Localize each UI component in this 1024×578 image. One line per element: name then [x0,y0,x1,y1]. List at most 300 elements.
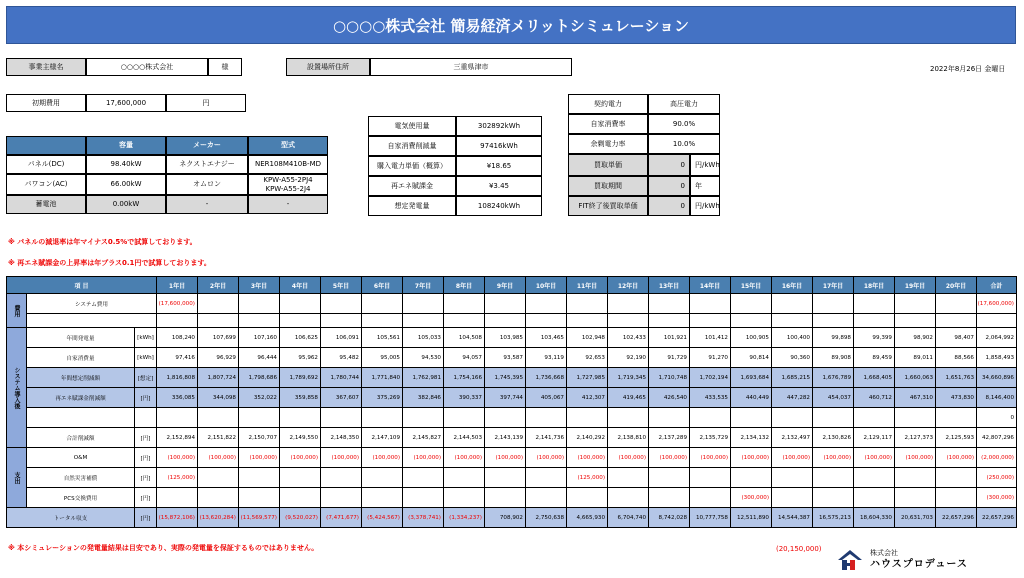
cell: 10,777,758 [690,508,731,528]
cell: 2,141,736 [526,428,567,448]
cell [526,488,567,508]
cell: 367,607 [321,388,362,408]
cell [895,294,936,314]
cell [444,468,485,488]
cell: 1,736,668 [526,368,567,388]
cell: 108,240 [157,328,198,348]
total-cell: 1,858,493 [977,348,1017,368]
cell: 96,444 [239,348,280,368]
contract-label: 買取期間 [568,176,648,196]
owner-label: 事業主様名 [6,58,86,76]
house-logo-icon [836,548,864,572]
cell: (100,000) [854,448,895,468]
cell: 99,898 [813,328,854,348]
contract-value: 10.0% [648,134,720,154]
cell: 22,657,296 [936,508,977,528]
row-label: 年間想定削減額 [27,368,135,388]
row-label: O&M [27,448,135,468]
cell [280,314,321,328]
cell [157,488,198,508]
table-header-row [7,277,1017,294]
cell [198,294,239,314]
cell: 106,625 [280,328,321,348]
equip-row-model: - [248,195,328,214]
cell: 92,653 [567,348,608,368]
cell: 94,057 [444,348,485,368]
cell [526,408,567,428]
year-header: 16年目 [772,277,813,294]
year-header: 3年目 [239,277,280,294]
cell [485,408,526,428]
table-row [7,294,1017,314]
year-header: 11年目 [567,277,608,294]
row-label [27,314,157,328]
usage-value: 108240kWh [456,196,542,216]
usage-label: 再エネ賦課金 [368,176,456,196]
date: 2022年8月26日 金曜日 [930,65,1006,73]
cell [690,468,731,488]
cell: 359,858 [280,388,321,408]
year-header: 7年目 [403,277,444,294]
usage-label: 購入電力単価（概算） [368,156,456,176]
cell [936,294,977,314]
page-title: ○○○○株式会社 簡易経済メリットシミュレーション [6,6,1016,44]
cell: 16,575,213 [813,508,854,528]
cell: (3,378,741) [403,508,444,528]
cell [198,488,239,508]
cell: 105,561 [362,328,403,348]
cell: 419,465 [608,388,649,408]
cell: 1,685,215 [772,368,813,388]
row-unit: [円] [135,468,157,488]
cell [567,408,608,428]
cell [690,314,731,328]
cell: 2,750,638 [526,508,567,528]
cell [690,488,731,508]
cell: 100,905 [731,328,772,348]
cell [403,468,444,488]
table-row [7,314,1017,328]
total-cell: (17,600,000) [977,294,1017,314]
cell [321,488,362,508]
cell: (100,000) [157,448,198,468]
cell [403,488,444,508]
cell [526,468,567,488]
cell: 467,310 [895,388,936,408]
cell [649,468,690,488]
cell: 2,140,292 [567,428,608,448]
cell: 2,130,826 [813,428,854,448]
cell [731,408,772,428]
cell: 20,631,703 [895,508,936,528]
contract-unit: 円/kWh [690,196,720,216]
cell: 2,129,117 [854,428,895,448]
row-label: 再エネ賦課金削減額 [27,388,135,408]
cell [403,294,444,314]
cell: 14,544,387 [772,508,813,528]
cell: 93,119 [526,348,567,368]
cell [362,468,403,488]
cell: 397,744 [485,388,526,408]
cell [444,408,485,428]
balance-row [7,508,1017,528]
cell [608,294,649,314]
cell: 1,798,686 [239,368,280,388]
cell [608,408,649,428]
contract-unit: 年 [690,176,720,196]
cell: (100,000) [321,448,362,468]
cell [567,488,608,508]
cell: 344,098 [198,388,239,408]
cell: 94,530 [403,348,444,368]
cell: 6,704,740 [608,508,649,528]
cell [485,488,526,508]
cell [485,468,526,488]
year-header: 20年目 [936,277,977,294]
cell: (300,000) [731,488,772,508]
total-cell: 34,660,896 [977,368,1017,388]
cell [854,408,895,428]
cell [567,314,608,328]
cell [854,468,895,488]
cell: 2,143,139 [485,428,526,448]
cell [567,294,608,314]
cell: 1,693,684 [731,368,772,388]
cell: 97,416 [157,348,198,368]
cell: 1,676,789 [813,368,854,388]
year-header: 6年目 [362,277,403,294]
cell: 106,091 [321,328,362,348]
cell [895,468,936,488]
cell: 1,702,194 [690,368,731,388]
cell: 107,699 [198,328,239,348]
row-unit [135,408,157,428]
row-label: トータル収支 [7,508,135,528]
cell: 1,754,166 [444,368,485,388]
cell [813,294,854,314]
cell: 99,399 [854,328,895,348]
cell [198,468,239,488]
row-unit: [kWh] [135,348,157,368]
table-row [7,428,1017,448]
cell [321,468,362,488]
cell: 90,814 [731,348,772,368]
cell [362,488,403,508]
cell: (17,600,000) [157,294,198,314]
cell [485,294,526,314]
year-header: 12年目 [608,277,649,294]
cell: 92,190 [608,348,649,368]
cell: 2,137,289 [649,428,690,448]
cell [321,314,362,328]
total-cell: 0 [977,408,1017,428]
cell: 93,587 [485,348,526,368]
cell: (100,000) [362,448,403,468]
cell: 1,780,744 [321,368,362,388]
cell: 2,138,810 [608,428,649,448]
row-unit: [円] [135,428,157,448]
cell [403,408,444,428]
total-cell: (250,000) [977,468,1017,488]
cell [526,294,567,314]
total-cell: 22,657,296 [977,508,1017,528]
contract-value: 高圧電力 [648,94,720,114]
cell: 2,147,109 [362,428,403,448]
note-decline: ※ パネルの減退率は年マイナス0.5%で試算しております。 [8,238,197,246]
year-header: 17年目 [813,277,854,294]
cell [936,314,977,328]
row-label: システム費用 [27,294,157,314]
total-header: 合計 [977,277,1017,294]
cell: 426,540 [649,388,690,408]
cell: 382,846 [403,388,444,408]
cell: 390,337 [444,388,485,408]
cell: 95,482 [321,348,362,368]
contract-label: 契約電力 [568,94,648,114]
equip-header-capacity: 容量 [86,136,166,155]
row-unit: [円] [135,508,157,528]
cell [813,468,854,488]
site-label: 設置場所住所 [286,58,370,76]
cell: 454,037 [813,388,854,408]
cell: 98,902 [895,328,936,348]
usage-value: 302892kWh [456,116,542,136]
cell [936,488,977,508]
cell: 2,132,497 [772,428,813,448]
cell: 460,712 [854,388,895,408]
cell: 2,150,707 [239,428,280,448]
row-label: 合計削減額 [27,428,135,448]
cell [690,294,731,314]
cell [813,314,854,328]
cell: (7,471,677) [321,508,362,528]
cell [690,408,731,428]
cell [239,314,280,328]
cell: 102,433 [608,328,649,348]
cell: 95,005 [362,348,403,368]
cell: 352,022 [239,388,280,408]
total-cell: (2,000,000) [977,448,1017,468]
cell: (100,000) [813,448,854,468]
simulation-table [6,276,1017,528]
cell [936,408,977,428]
cell: 18,604,330 [854,508,895,528]
year-header: 2年目 [198,277,239,294]
cell [936,468,977,488]
cell: 89,011 [895,348,936,368]
cell [444,488,485,508]
cell: 104,508 [444,328,485,348]
cell: (100,000) [608,448,649,468]
cell: 2,151,822 [198,428,239,448]
footer-note: ※ 本シミュレーションの発電量結果は目安であり、実際の発電量を保証するものではありません。 [8,544,319,552]
cell: 91,729 [649,348,690,368]
cell [444,314,485,328]
cell [157,408,198,428]
cell: (100,000) [280,448,321,468]
cell: 90,360 [772,348,813,368]
cell: 88,566 [936,348,977,368]
year-header: 13年目 [649,277,690,294]
contract-value: 0 [648,154,690,176]
cell [198,314,239,328]
year-header: 14年目 [690,277,731,294]
cell [895,488,936,508]
equip-row-label: パネル(DC) [6,155,86,174]
usage-label: 電気使用量 [368,116,456,136]
cell [444,294,485,314]
row-label: 年間発電量 [27,328,135,348]
cell: 103,985 [485,328,526,348]
cell [239,408,280,428]
cell [608,488,649,508]
cell [198,408,239,428]
cell [280,468,321,488]
cell: (9,520,027) [280,508,321,528]
cell: 2,144,503 [444,428,485,448]
cell: 708,902 [485,508,526,528]
contract-value: 0 [648,176,690,196]
year-header: 9年目 [485,277,526,294]
contract-label: FIT終了後買取単価 [568,196,648,216]
cell: (100,000) [526,448,567,468]
equip-row-maker: ネクストエナジー [166,155,248,174]
row-label: 自然災害補償 [27,468,135,488]
equip-corner [6,136,86,155]
cell: 1,745,395 [485,368,526,388]
year-header: 19年目 [895,277,936,294]
cell: (100,000) [895,448,936,468]
item-header: 項 目 [7,277,157,294]
cell [239,468,280,488]
category-cost: 費用 [7,294,27,328]
logo-name: ハウスプロデュース [870,559,968,571]
cell: (100,000) [649,448,690,468]
equip-row-model: NER108M410B-MD [248,155,328,174]
cell: 1,807,724 [198,368,239,388]
cell: 2,127,373 [895,428,936,448]
cell: 1,762,981 [403,368,444,388]
cell: 2,149,550 [280,428,321,448]
cell: 102,948 [567,328,608,348]
cell: 473,830 [936,388,977,408]
cell [239,294,280,314]
cell: 1,727,985 [567,368,608,388]
cell: (100,000) [731,448,772,468]
contract-value: 90.0% [648,114,720,134]
year-header: 10年目 [526,277,567,294]
cell [157,314,198,328]
equip-row-capacity: 0.00kW [86,195,166,214]
footer-value: (20,150,000) [776,545,822,553]
cell [854,314,895,328]
table-row [7,408,1017,428]
equip-header-maker: メーカー [166,136,248,155]
usage-value: ¥3.45 [456,176,542,196]
total-cell: (300,000) [977,488,1017,508]
row-label: PCS交換費用 [27,488,135,508]
cell [731,468,772,488]
cell: (15,872,106) [157,508,198,528]
cell: 103,465 [526,328,567,348]
cell: (100,000) [403,448,444,468]
cell: 2,145,827 [403,428,444,448]
contract-value: 0 [648,196,690,216]
row-label: 自家消費量 [27,348,135,368]
cell: 105,033 [403,328,444,348]
cell: (125,000) [567,468,608,488]
cell [362,294,403,314]
company-logo [836,546,996,574]
table-row [7,448,1017,468]
row-unit: [円] [135,488,157,508]
usage-label: 想定発電量 [368,196,456,216]
cell: 1,710,748 [649,368,690,388]
cell [772,468,813,488]
cell: 1,816,808 [157,368,198,388]
row-unit: [円] [135,388,157,408]
equip-row-label: 蓄電池 [6,195,86,214]
cell [649,488,690,508]
category-expense: 支出 [7,448,27,508]
table-row [7,468,1017,488]
cell: 1,789,692 [280,368,321,388]
equip-row-label: パワコン(AC) [6,174,86,195]
note-surcharge: ※ 再エネ賦課金の上昇率は年プラス0.1円で試算しております。 [8,259,211,267]
cell: 12,511,890 [731,508,772,528]
total-cell: 42,807,296 [977,428,1017,448]
cell [772,488,813,508]
year-header: 18年目 [854,277,895,294]
cell: 412,307 [567,388,608,408]
cell: 1,668,405 [854,368,895,388]
cell [731,294,772,314]
row-label [27,408,135,428]
cell: 2,152,894 [157,428,198,448]
cell: 2,134,132 [731,428,772,448]
table-row [7,328,1017,348]
cell [772,314,813,328]
table-row [7,348,1017,368]
cell: 101,921 [649,328,690,348]
cell: (5,424,567) [362,508,403,528]
category-system: システム導入後 [7,328,27,448]
cell: 107,160 [239,328,280,348]
cell [813,408,854,428]
initial-label: 初期費用 [6,94,86,112]
cell: 8,742,028 [649,508,690,528]
cell [854,488,895,508]
cell: (11,569,577) [239,508,280,528]
cell: (13,620,284) [198,508,239,528]
cell [731,314,772,328]
cell [239,488,280,508]
initial-unit: 円 [166,94,246,112]
cell: (100,000) [485,448,526,468]
cell [485,314,526,328]
equip-row-model: KPW-A55-2PJ4 KPW-A55-2J4 [248,174,328,195]
year-header: 1年目 [157,277,198,294]
cell: 2,135,729 [690,428,731,448]
cell: 101,412 [690,328,731,348]
owner-suffix: 様 [208,58,242,76]
usage-value: 97416kWh [456,136,542,156]
total-cell: 2,064,992 [977,328,1017,348]
logo-company: 株式会社 [870,548,898,557]
cell [321,408,362,428]
cell: 440,449 [731,388,772,408]
cell: (100,000) [772,448,813,468]
